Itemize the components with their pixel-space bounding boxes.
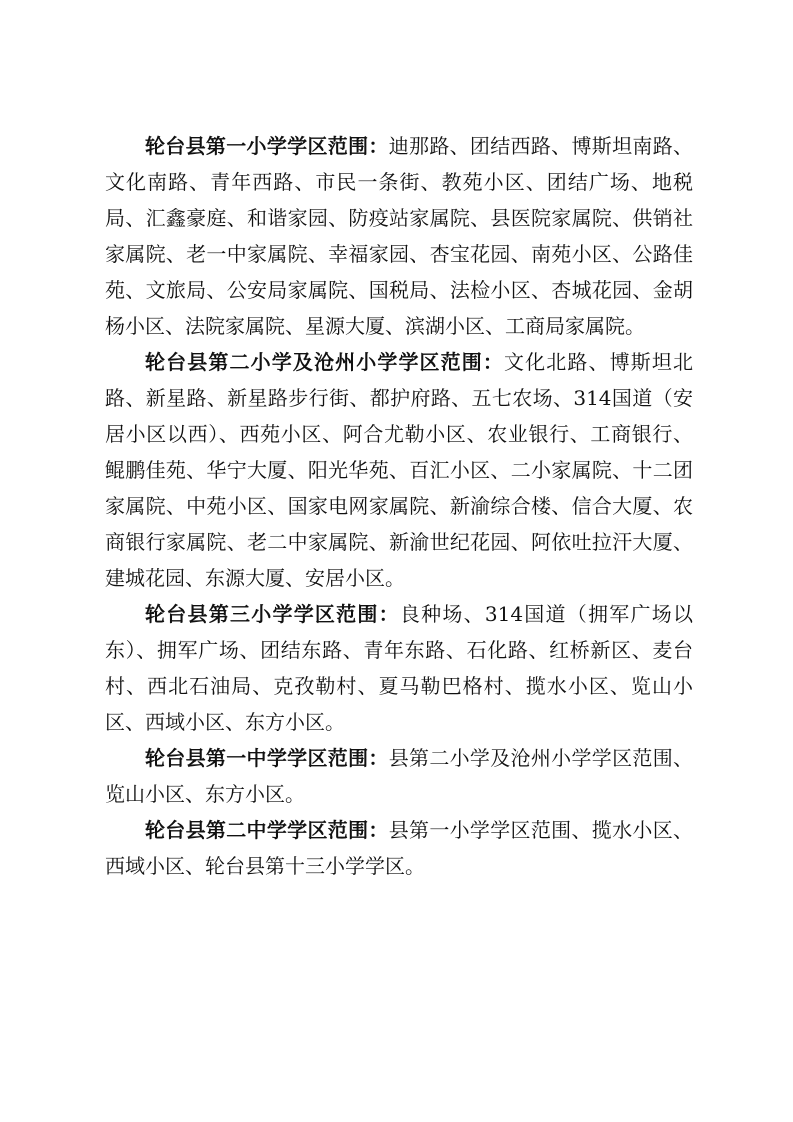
paragraph-label: 轮台县第三小学学区范围：: [145, 602, 400, 626]
paragraph-text: 县第一小学学区范围、揽水小区、西域小区、轮台县第十三小学学区。: [105, 818, 694, 878]
paragraph-text: 县第二小学及沧州小学学区范围、览山小区、东方小区。: [105, 746, 694, 806]
paragraph-label: 轮台县第一中学学区范围：: [145, 746, 389, 770]
paragraph-label: 轮台县第二中学学区范围：: [145, 818, 389, 842]
document-page: [105, 128, 693, 884]
paragraph-text: 迪那路、团结西路、博斯坦南路、文化南路、青年西路、市民一条街、教苑小区、团结广场、地税局、汇鑫豪庭、和谐家园、防疫站家属院、县医院家属院、供销社家属院、老一中家属院、幸福家园、杏宝花园、南苑小区、公路佳苑、文旅局、公安局家属院、国税局、法检小区、杏城花园、金胡杨小区、法院家属院、星源大厦、滨湖小区、工商局家属院。: [105, 134, 694, 338]
paragraph-school-2: [105, 344, 693, 596]
paragraph-label: 轮台县第二小学及沧州小学学区范围：: [145, 350, 505, 374]
paragraph-school-3: [105, 596, 693, 740]
paragraph-middle-school-2: [105, 812, 693, 884]
paragraph-text: 文化北路、博斯坦北路、新星路、新星路步行街、都护府路、五七农场、314国道（安居小区以西）、西苑小区、阿合尤勒小区、农业银行、工商银行、鲲鹏佳苑、华宁大厦、阳光华苑、百汇小区、二小家属院、十二团家属院、中苑小区、国家电网家属院、新渝综合楼、信合大厦、农商银行家属院、老二中家属院、新渝世纪花园、阿依吐拉汗大厦、建城花园、东源大厦、安居小区。: [105, 350, 694, 590]
paragraph-middle-school-1: [105, 740, 693, 812]
paragraph-text: 良种场、314国道（拥军广场以东）、拥军广场、团结东路、青年东路、石化路、红桥新区、麦台村、西北石油局、克孜勒村、夏马勒巴格村、揽水小区、览山小区、西域小区、东方小区。: [105, 602, 693, 734]
paragraph-label: 轮台县第一小学学区范围：: [145, 134, 389, 158]
paragraph-school-1: [105, 128, 693, 344]
